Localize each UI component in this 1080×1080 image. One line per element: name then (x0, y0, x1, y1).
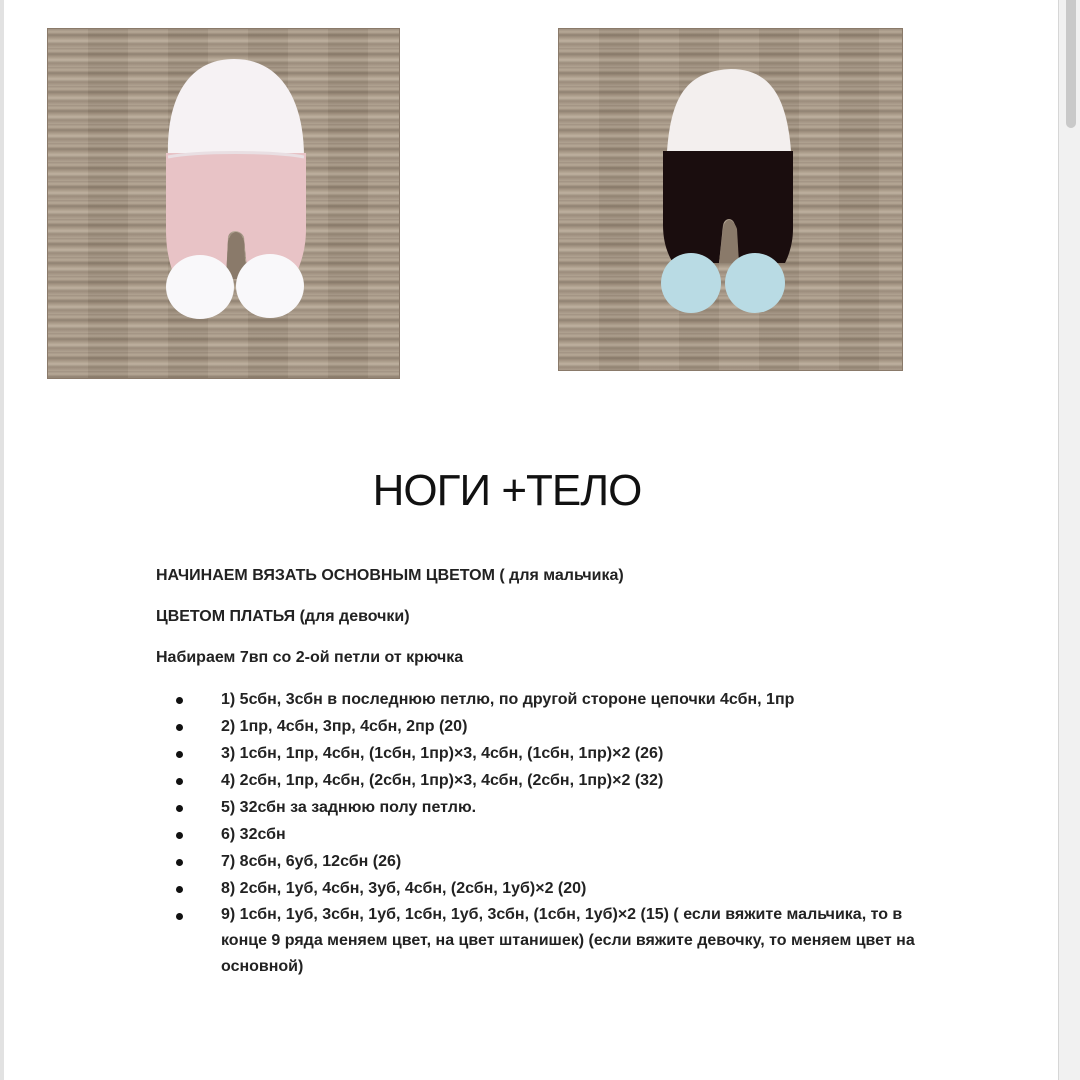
steps-list (176, 686, 1016, 980)
list-item (176, 740, 1016, 767)
paragraph-dress-color: ЦВЕТОМ ПЛАТЬЯ (для девочки) (156, 608, 410, 625)
bullet-icon (176, 778, 183, 785)
page-left-edge (0, 0, 4, 1080)
step-9-line-1: 9) 1сбн, 1уб, 3сбн, 1уб, 1сбн, 1уб, 3сбн, (1сбн, 1уб)×2 (15) ( если вяжите мальчика, то в (221, 906, 903, 923)
step-9-line-2: конце 9 ряда меняем цвет, на цвет штанишек) (если вяжите девочку, то меняем цвет на (221, 932, 915, 949)
photo-girl-legs-body (47, 28, 400, 379)
girl-toy-foot-left (166, 255, 234, 319)
photo-boy-legs-body (558, 28, 903, 371)
list-item (176, 794, 1016, 821)
page-title: НОГИ +ТЕЛО (372, 466, 642, 515)
list-item (176, 686, 1016, 713)
scrollbar-thumb[interactable] (1066, 0, 1076, 128)
boy-toy-body-top (667, 69, 791, 151)
step-text: 7) 8сбн, 6уб, 12сбн (26) (221, 853, 402, 870)
step-text: 3) 1сбн, 1пр, 4сбн, (1сбн, 1пр)×3, 4сбн, (1сбн, 1пр)×2 (26) (221, 745, 664, 762)
bullet-icon (176, 697, 183, 704)
paragraph-chain: Набираем 7вп со 2-ой петли от крючка (156, 649, 464, 666)
list-item (176, 902, 1016, 980)
bullet-icon (176, 832, 183, 839)
list-item (176, 821, 1016, 848)
bullet-icon (176, 859, 183, 866)
step-text: 5) 32сбн за заднюю полу петлю. (221, 799, 477, 816)
step-9-line-3: основной) (221, 958, 304, 975)
list-item (176, 767, 1016, 794)
list-item (176, 848, 1016, 875)
list-item (176, 713, 1016, 740)
boy-toy-foot-left (661, 253, 721, 313)
girl-toy-body-top (168, 59, 304, 157)
bullet-icon (176, 751, 183, 758)
bullet-icon (176, 886, 183, 893)
boy-toy-figure (559, 29, 902, 370)
step-text: 4) 2сбн, 1пр, 4сбн, (2сбн, 1пр)×3, 4сбн, (2сбн, 1пр)×2 (32) (221, 772, 664, 789)
bullet-icon (176, 913, 183, 920)
step-text: 6) 32сбн (221, 826, 286, 843)
girl-toy-foot-right (236, 254, 304, 318)
bullet-icon (176, 724, 183, 731)
girl-toy-figure (48, 29, 399, 378)
list-item (176, 875, 1016, 902)
boy-toy-foot-right (725, 253, 785, 313)
bullet-icon (176, 805, 183, 812)
step-text: 1) 5сбн, 3сбн в последнюю петлю, по другой стороне цепочки 4сбн, 1пр (221, 691, 795, 708)
step-text: 8) 2сбн, 1уб, 4сбн, 3уб, 4сбн, (2сбн, 1уб)×2 (20) (221, 880, 587, 897)
paragraph-main-color: НАЧИНАЕМ ВЯЗАТЬ ОСНОВНЫМ ЦВЕТОМ ( для мальчика) (156, 567, 624, 584)
scrollbar-track[interactable] (1058, 0, 1080, 1080)
step-text: 2) 1пр, 4сбн, 3пр, 4сбн, 2пр (20) (221, 718, 468, 735)
